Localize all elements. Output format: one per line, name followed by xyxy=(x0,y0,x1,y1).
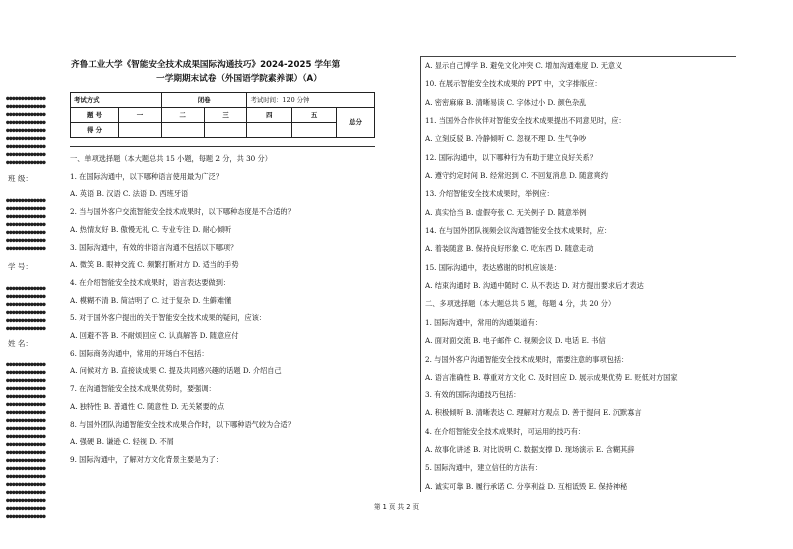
left-column xyxy=(70,58,382,469)
question-line: 5. 对于国外客户提出的关于智能安全技术成果的疑问，应该： xyxy=(70,313,267,323)
question-line: A. 遵守约定时间 B. 经常迟到 C. 不回复消息 D. 随意爽约 xyxy=(425,171,608,181)
score-cell-2[interactable] xyxy=(161,123,204,138)
question-line: 4. 在介绍智能安全技术成果时，可运用的技巧有： xyxy=(425,426,586,436)
question-line: A. 强硬 B. 谦逊 C. 轻视 D. 不屑 xyxy=(70,437,174,447)
question-line: 一、单项选择题（本大题总共 15 小题，每题 2 分，共 30 分） xyxy=(70,154,272,163)
question-line: A. 积极倾听 B. 清晰表达 C. 理解对方观点 D. 善于提问 E. 沉默寡言 xyxy=(425,408,642,418)
binding-dots-4: ●●●●●●●●●●●●● ●●●●●●●●●●●●● ●●●●●●●●●●●●● ●●●●●●●●●●●●● ●●●●●●●●●●●●● ●●●●●●●●●●●●● ●●●●●●●●●●●●● ●●●●●●●●●●●●● ●●●●●●●●●●●●● ●●●●●●●●●●●●● ●●●●●●●●●●●●● ●●●●●●●●●●●●● ●●●●●●●●●●●●● ●●●●●●●●●●●●● ●●●●●●●●●●●●● ●●●●●●●●●●●●● ●●●●●●●●●●●●● ●●●●●●●●●●●●● ●●●●●●●●●●●●● ●●●●●●●●●●●●● xyxy=(6,361,46,520)
question-line: A. 语言准确性 B. 尊重对方文化 C. 及时回应 D. 展示成果优势 E. 贬低对方国家 xyxy=(425,372,678,382)
question-line: 9. 国际沟通中，了解对方文化背景主要是为了： xyxy=(70,454,223,464)
question-line: A. 微笑 B. 眼神交流 C. 频繁打断对方 D. 适当的手势 xyxy=(70,260,239,270)
name-label: 姓 名： xyxy=(8,339,33,348)
exam-title xyxy=(66,58,382,86)
question-line: A. 结束沟通时 B. 沟通中随时 C. 从不表达 D. 对方提出要求后才表达 xyxy=(425,281,644,291)
question-line: 10. 在展示智能安全技术成果的 PPT 中，文字排版应： xyxy=(425,79,602,89)
question-line: 14. 在与国外团队视频会议沟通智能安全技术成果时，应： xyxy=(425,226,612,236)
question-line: 3. 有效的国际沟通技巧包括： xyxy=(425,389,521,399)
question-line: 15. 国际沟通中，表达感谢的时机应该是： xyxy=(425,262,561,272)
score-cell-5[interactable] xyxy=(292,123,337,138)
binding-dots-3: ●●●●●●●●●●●●● ●●●●●●●●●●●●● ●●●●●●●●●●●●● ●●●●●●●●●●●●● ●●●●●●●●●●●●● ●●●●●●●●●●●●● xyxy=(6,285,46,332)
exam-method-label: 考试方式 xyxy=(71,93,162,108)
question-line: 8. 与国外团队沟通智能安全技术成果合作时，以下哪种语气较为合适？ xyxy=(70,419,295,429)
question-line: A. 密密麻麻 B. 清晰易读 C. 字体过小 D. 颜色杂乱 xyxy=(425,97,587,107)
question-line: A. 模糊不清 B. 简洁明了 C. 过于复杂 D. 生僻难懂 xyxy=(70,295,232,305)
page-footer: 第 1 页 共 2 页 xyxy=(373,503,420,511)
question-line: A. 着装随意 B. 保持良好形象 C. 吃东西 D. 随意走动 xyxy=(425,244,594,254)
question-line: A. 问候对方 B. 直接谈成果 C. 提及共同感兴趣的话题 D. 介绍自己 xyxy=(70,366,282,376)
divider xyxy=(70,146,375,147)
question-line: 1. 国际沟通中，常用的沟通渠道有： xyxy=(425,317,542,327)
right-column xyxy=(425,57,730,496)
column-3: 三 xyxy=(204,108,247,123)
question-line: A. 英语 B. 汉语 C. 法语 D. 西班牙语 xyxy=(70,189,189,199)
title-line-1: 齐鲁工业大学《智能安全技术成果国际沟通技巧》2024-2025 学年第 xyxy=(71,60,341,70)
question-line: 6. 国际商务沟通中，常用的开场白不包括： xyxy=(70,348,209,358)
left-question-list xyxy=(70,150,382,469)
column-1: 一 xyxy=(119,108,162,123)
question-line: 5. 国际沟通中，建立信任的方法有： xyxy=(425,463,542,473)
question-line: A. 故事化讲述 B. 对比说明 C. 数据支撑 D. 现场演示 E. 含糊其辞 xyxy=(425,444,635,454)
total-label: 总分 xyxy=(337,108,375,138)
score-cell-1[interactable] xyxy=(119,123,162,138)
question-line: A. 诚实可靠 B. 履行承诺 C. 分享利益 D. 互相诋毁 E. 保持神秘 xyxy=(425,481,628,491)
score-table xyxy=(70,92,375,138)
student-id-label: 学 号： xyxy=(8,262,33,271)
right-question-list xyxy=(425,57,730,496)
question-line: 2. 当与国外客户交流智能安全技术成果时，以下哪种态度是不合适的？ xyxy=(70,207,295,217)
question-line: 4. 在介绍智能安全技术成果时，语言表达要做到： xyxy=(70,277,231,287)
class-label: 班 级： xyxy=(8,174,33,183)
question-line: A. 回避不答 B. 不耐烦回应 C. 认真解答 D. 随意应付 xyxy=(70,331,239,341)
question-line: A. 面对面交流 B. 电子邮件 C. 视频会议 D. 电话 E. 书信 xyxy=(425,336,606,346)
score-cell-4[interactable] xyxy=(247,123,292,138)
column-5: 五 xyxy=(292,108,337,123)
question-line: 11. 当国外合作伙伴对智能安全技术成果提出不同意见时，应： xyxy=(425,116,626,126)
column-2: 二 xyxy=(161,108,204,123)
binding-dots-2: ●●●●●●●●●●●●● ●●●●●●●●●●●●● ●●●●●●●●●●●●● ●●●●●●●●●●●●● ●●●●●●●●●●●●● ●●●●●●●●●●●●● ●●●●●●●●●●●●● xyxy=(6,197,46,252)
question-line: 2. 与国外客户沟通智能安全技术成果时，需要注意的事项包括： xyxy=(425,354,629,364)
title-line-2: 一学期期末试卷（外国语学院素养课）（A） xyxy=(156,74,322,84)
question-line: A. 立刻反驳 B. 冷静倾听 C. 忽视不理 D. 生气争吵 xyxy=(425,134,587,144)
exam-method-value: 闭卷 xyxy=(161,93,247,108)
binding-margin xyxy=(6,95,60,525)
question-line: 二、多项选择题（本大题总共 5 题，每题 4 分，共 20 分） xyxy=(425,299,616,309)
question-line: A. 显示自己博学 B. 避免文化冲突 C. 增加沟通难度 D. 无意义 xyxy=(425,61,623,70)
exam-time: 考试时间：120 分钟 xyxy=(247,93,375,108)
question-line: 7. 在沟通智能安全技术成果优势时，要强调： xyxy=(70,384,216,394)
question-line: A. 真实恰当 B. 虚假夸张 C. 无关例子 D. 随意举例 xyxy=(425,207,587,217)
question-number-label: 题 号 xyxy=(71,108,119,123)
score-cell-3[interactable] xyxy=(204,123,247,138)
question-line: 1. 在国际沟通中，以下哪种语言使用最为广泛？ xyxy=(70,171,223,181)
question-line: A. 独特性 B. 普通性 C. 随意性 D. 无关紧要的点 xyxy=(70,401,225,411)
binding-dots-1: ●●●●●●●●●●●●● ●●●●●●●●●●●●● ●●●●●●●●●●●●● ●●●●●●●●●●●●● ●●●●●●●●●●●●● ●●●●●●●●●●●●● ●●●●●●●●●●●●● ●●●●●●●●●●●●● ●●●●●●●●●●●●● xyxy=(6,95,46,166)
question-line: 13. 介绍智能安全技术成果时，举例应： xyxy=(425,189,554,199)
question-line: A. 热情友好 B. 傲慢无礼 C. 专业专注 D. 耐心倾听 xyxy=(70,224,232,234)
question-line: 12. 国际沟通中，以下哪种行为有助于建立良好关系？ xyxy=(425,152,597,162)
question-line: 3. 国际沟通中，有效的非语言沟通不包括以下哪项？ xyxy=(70,242,238,252)
score-label: 得 分 xyxy=(71,123,119,138)
column-4: 四 xyxy=(247,108,292,123)
